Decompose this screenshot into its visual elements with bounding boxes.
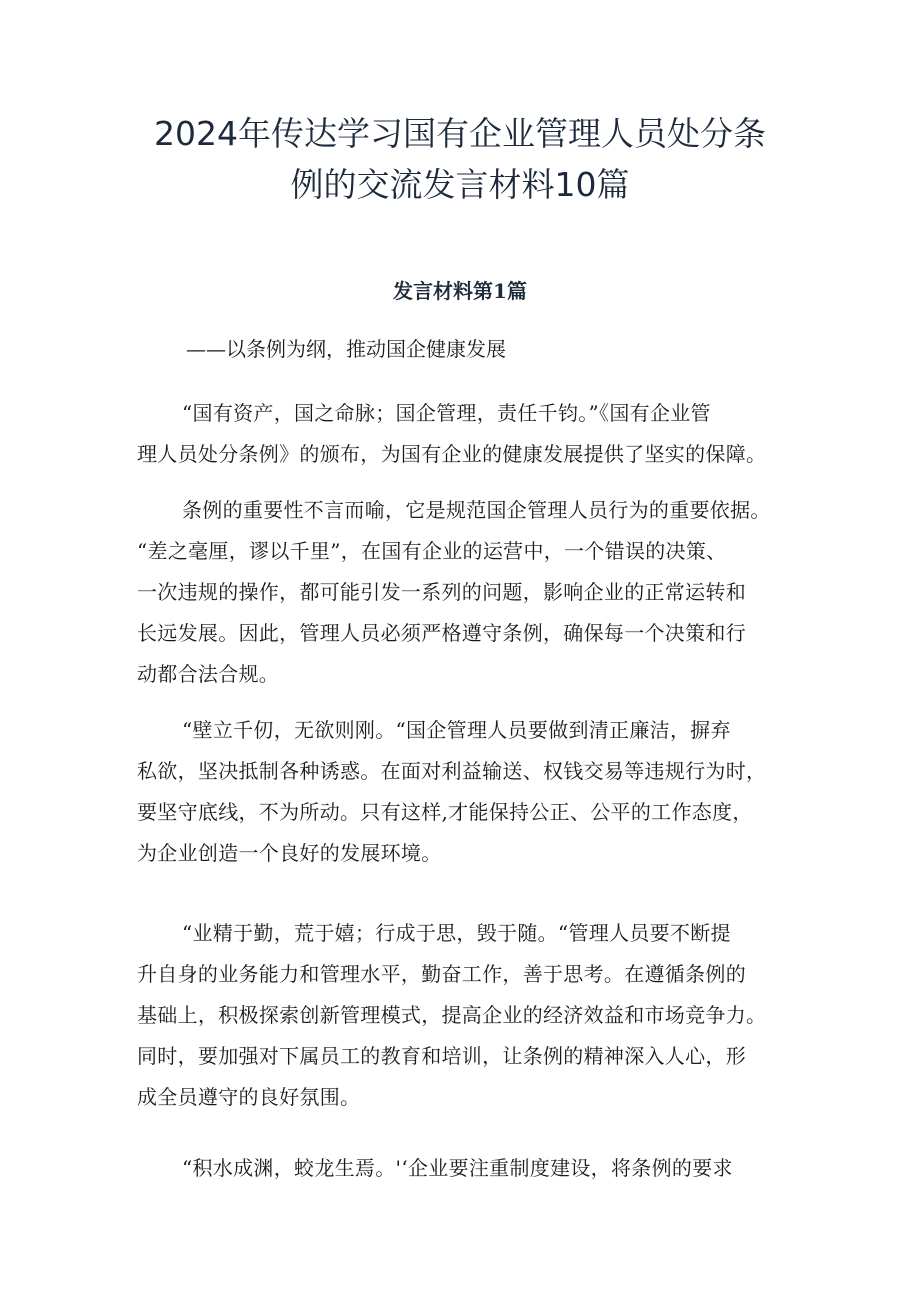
paragraph-5 [137,1148,807,1189]
paragraph-2 [137,490,807,695]
paragraph-line: “差之毫厘，谬以千里”，在国有企业的运营中，一个错误的决策、 [137,539,727,563]
paragraph-line: 理人员处分条例》的颁布，为国有企业的健康发展提供了坚实的保障。 [137,442,767,466]
paragraph-line: 要坚守底线，不为所动。只有这样,才能保持公正、公平的工作态度， [137,800,753,824]
paragraph-line: 长远发展。因此，管理人员必须严格遵守条例，确保每一个决策和行 [137,621,746,645]
paragraph-line: “壁立千仞，无欲则刚。“国企管理人员要做到清正廉洁，摒弃 [182,718,731,742]
paragraph-line: 动都合法合规。 [137,662,280,686]
section-subtitle: ——以条例为纲，推动国企健康发展 [186,337,506,361]
paragraph-line: 基础上，积极探索创新管理模式，提高企业的经济效益和市场竞争力。 [137,1003,767,1027]
paragraph-line: “积水成渊，蛟龙生焉。'‘企业要注重制度建设，将条例的要求 [182,1156,733,1180]
title-line: 2024年传达学习国有企业管理人员处分条 [154,114,766,153]
paragraph-line: 私欲，坚决抵制各种诱惑。在面对利益输送、权钱交易等违规行为时， [137,759,767,783]
paragraph-line: 条例的重要性不言而喻，它是规范国企管理人员行为的重要依据。 [182,498,771,522]
paragraph-line: “业精于勤，荒于嬉；行成于思，毁于随。“管理人员要不断提 [182,921,731,945]
paragraph-line: 成全员遵守的良好氛围。 [137,1085,361,1109]
paragraph-3 [137,710,807,874]
paragraph-4 [137,913,807,1118]
section-heading: 发言材料第1篇 [393,279,527,303]
paragraph-line: 升自身的业务能力和管理水平，勤奋工作，善于思考。在遵循条例的 [137,962,746,986]
document-title [120,108,800,210]
paragraph-line: 同时，要加强对下属员工的教育和培训，让条例的精神深入人心，形 [137,1044,746,1068]
paragraph-line: 为企业创造一个良好的发展环境。 [137,841,442,865]
paragraph-1 [137,393,807,475]
title-line: 例的交流发言材料10篇 [290,165,630,204]
paragraph-line: “国有资产，国之命脉；国企管理，责任千钧。”《国有企业管 [182,401,711,425]
paragraph-line: 一次违规的操作，都可能引发一系列的问题，影响企业的正常运转和 [137,580,746,604]
